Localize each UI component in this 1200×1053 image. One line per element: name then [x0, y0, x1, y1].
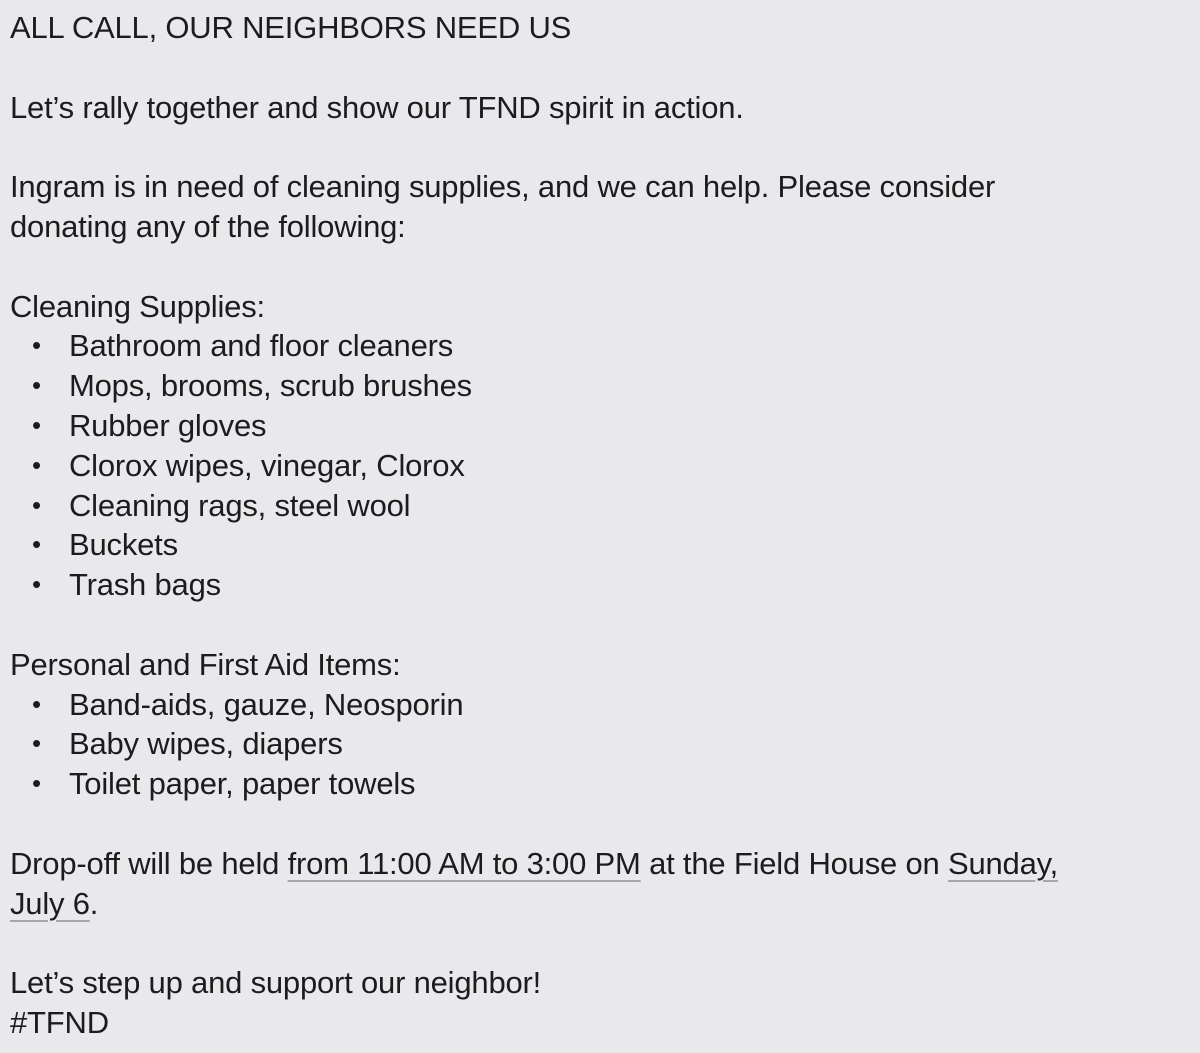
- bullet-icon: •: [32, 489, 41, 520]
- list-item: • Trash bags: [10, 565, 1190, 605]
- closing-text: Let’s step up and support our neighbor!: [10, 965, 542, 1001]
- time-range-link[interactable]: from 11:00 AM to 3:00 PM: [287, 845, 641, 881]
- list-item: • Buckets: [10, 525, 1190, 565]
- bullet-icon: •: [32, 768, 41, 799]
- list-item: • Band-aids, gauze, Neosporin: [10, 685, 1190, 725]
- blank-line: [10, 247, 1190, 287]
- list-item: • Bathroom and floor cleaners: [10, 326, 1190, 366]
- bullet-icon: •: [32, 728, 41, 759]
- list-item: • Cleaning rags, steel wool: [10, 486, 1190, 526]
- dropoff-text-line-1: Drop-off will be held from 11:00 AM to 3:00 PM at the Field House on Sunday,: [10, 845, 1059, 881]
- blank-line: [10, 804, 1190, 844]
- hashtag: #TFND: [10, 1004, 109, 1040]
- bullet-icon: •: [32, 449, 41, 480]
- list-item: • Toilet paper, paper towels: [10, 764, 1190, 804]
- cleaning-supplies-list: [10, 326, 1190, 605]
- request-text-line-2: donating any of the following:: [10, 208, 406, 244]
- bullet-icon: •: [32, 409, 41, 440]
- bullet-icon: •: [32, 529, 41, 560]
- intro-text: Let’s rally together and show our TFND spirit in action.: [10, 89, 744, 125]
- note-title: ALL CALL, OUR NEIGHBORS NEED US: [10, 10, 572, 45]
- bullet-icon: •: [32, 688, 41, 719]
- bullet-icon: •: [32, 370, 41, 401]
- date-link[interactable]: Sunday,: [947, 845, 1059, 881]
- dropoff-text-line-2: July 6.: [10, 885, 99, 921]
- cleaning-supplies-heading: Cleaning Supplies:: [10, 288, 265, 324]
- list-item: • Rubber gloves: [10, 406, 1190, 446]
- list-item: • Clorox wipes, vinegar, Clorox: [10, 446, 1190, 486]
- blank-line: [10, 48, 1190, 88]
- blank-line: [10, 127, 1190, 167]
- bullet-icon: •: [32, 330, 41, 361]
- bullet-icon: •: [32, 569, 41, 600]
- blank-line: [10, 923, 1190, 963]
- request-text-line-1: Ingram is in need of cleaning supplies, and we can help. Please consider: [10, 169, 996, 205]
- blank-line: [10, 605, 1190, 645]
- list-item: • Mops, brooms, scrub brushes: [10, 366, 1190, 406]
- personal-items-heading: Personal and First Aid Items:: [10, 646, 401, 682]
- date-link[interactable]: July 6: [10, 885, 90, 921]
- personal-items-list: [10, 685, 1190, 804]
- list-item: • Baby wipes, diapers: [10, 724, 1190, 764]
